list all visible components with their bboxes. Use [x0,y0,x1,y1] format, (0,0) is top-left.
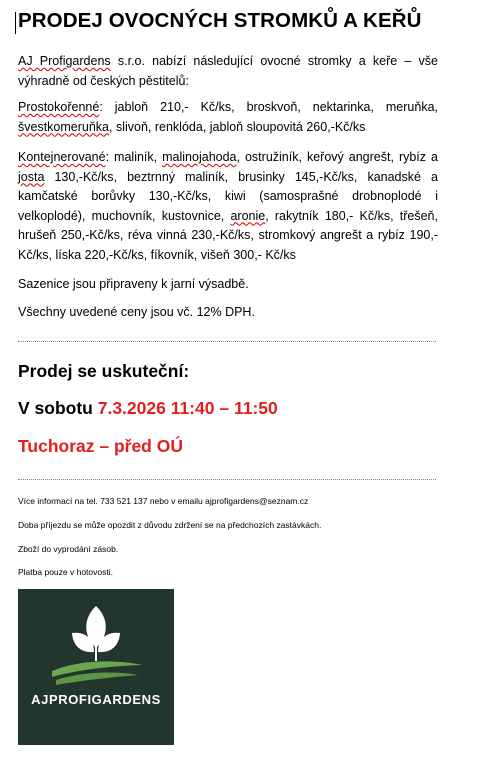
info-line: Zboží do vyprodání zásob. [18,544,119,554]
squiggle-word-1: malinojahoda [162,150,237,164]
bare-root-text-end: , slivoň, renklóda, jabloň sloupovitá 260,-Kč/ks [109,119,366,134]
squiggle-word: švestkomeruňka [18,119,110,134]
container-paragraph [18,148,438,265]
info-line: Doba příjezdu se může opozdit z důvodu zdržení se na předchozích zastávkách. [18,520,322,530]
sale-location: Tuchoraz – před OÚ [18,436,183,456]
divider-top [18,341,436,342]
bare-root-paragraph [18,98,438,137]
text-cursor [15,12,16,34]
company-name: AJ Profigardens [18,54,111,68]
divider-bottom [18,479,436,480]
info-line: Platba pouze v hotovosti. [18,567,113,577]
bare-root-label: Prostokořenné [18,100,100,114]
container-label: Kontejnerované [18,150,106,164]
vat-note: Všechny uvedené ceny jsou vč. 12% DPH. [18,305,255,319]
page-title: PRODEJ OVOCNÝCH STROMKŮ A KEŘŮ [18,9,422,32]
date-prefix: V sobotu [18,398,98,418]
bare-root-text: : jabloň 210,- Kč/ks, broskvoň, nektarinka, meruňka, [99,100,438,114]
intro-paragraph [18,52,438,91]
squiggle-word-2: josta [18,169,45,184]
date-value: 7.3.2026 11:40 – 11:50 [97,398,278,418]
container-text-1: : maliník, [105,150,163,164]
container-text-3: 130,-Kč/ks, beztrnný maliník, brusinky 145,-Kč/ks, kanadské a kamčatské borůvky 130,-Kč/ks, kiwi (samosprašné drobnoplodé i velkoplodé), muchovník, kustovnice, [18,169,438,223]
intro-text: s.r.o. nabízí následující ovocné stromky a keře – vše výhradně od českých pěstitelů: [18,54,439,88]
company-logo [18,589,174,745]
sale-date [18,398,278,419]
container-text-2: , ostružiník, keřový angrešt, rybíz a [236,150,438,164]
logo-text: AJPROFIGARDENS [31,692,161,707]
info-line: Více informací na tel. 733 521 137 nebo v emailu ajprofigardens@seznam.cz [18,496,309,506]
sprout-icon [18,589,174,745]
container-text-4: , rakytník 180,- Kč/ks, třešeň, hrušeň 250,-Kč/ks, réva vinná 230,-Kč/ks, stromkový angrešt a rybíz 190,- Kč/ks, líska 220,-Kč/ks, fíkovník, višeň 300,- Kč/ks [18,208,438,262]
squiggle-word-3: aronie [230,208,266,223]
sale-heading: Prodej se uskuteční: [18,361,190,381]
seedlings-note: Sazenice jsou připraveny k jarní výsadbě. [18,277,249,291]
